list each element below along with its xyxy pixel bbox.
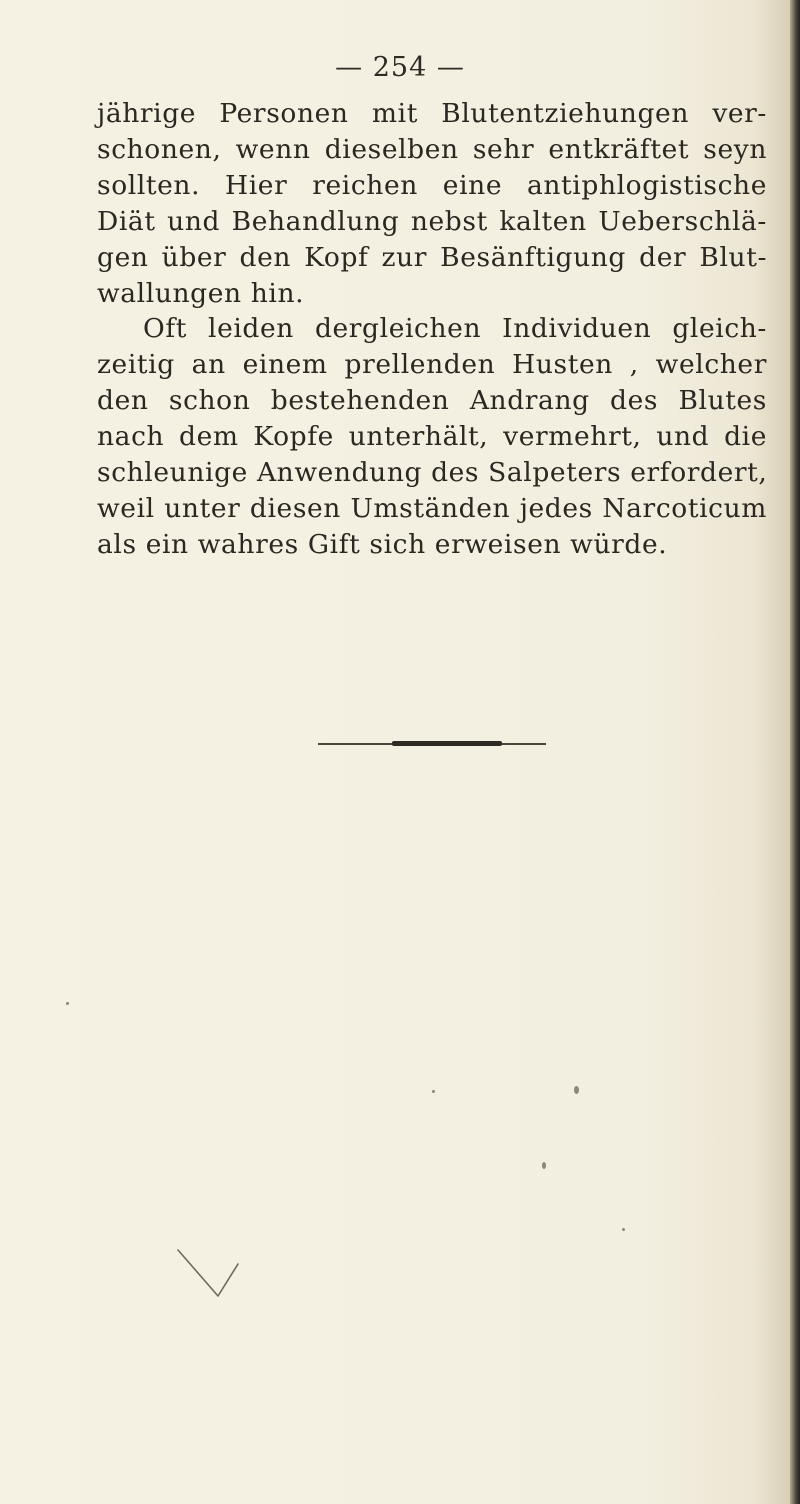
text-line: schonen, wenn dieselben sehr entkräftet seyn [97,133,767,165]
text-line: Oft leiden dergleichen Individuen gleich- [143,313,767,345]
text-line: weil unter diesen Umständen jedes Narcoticum [97,492,767,524]
text-line: Diät und Behandlung nebst kalten Ueberschlä- [97,205,767,237]
text-line: den schon bestehenden Andrang des Blutes [97,385,767,417]
text-line: jährige Personen mit Blutentziehungen ver- [97,98,767,129]
body-text [97,96,767,563]
paper-speck [574,1086,579,1094]
paper-speck [542,1162,546,1169]
paper-speck [432,1090,435,1093]
section-divider-ornament [392,741,502,746]
text-line: zeitig an einem prellenden Husten , welcher [97,349,767,381]
page-number-header: — 254 — [335,52,465,83]
text-line: wallungen hin. [97,277,305,309]
text-line: gen über den Kopf zur Besänftigung der Blut- [97,241,767,273]
page-edge-shadow [790,0,800,1504]
paper-speck [66,1002,69,1005]
paper-speck [622,1228,625,1231]
pencil-check-mark [176,1244,256,1324]
text-line: nach dem Kopfe unterhält, vermehrt, und die [97,421,767,453]
text-line: sollten. Hier reichen eine antiphlogistische [97,169,767,201]
text-line: schleunige Anwendung des Salpeters erfordert, [97,457,768,489]
text-line: als ein wahres Gift sich erweisen würde. [97,528,668,560]
